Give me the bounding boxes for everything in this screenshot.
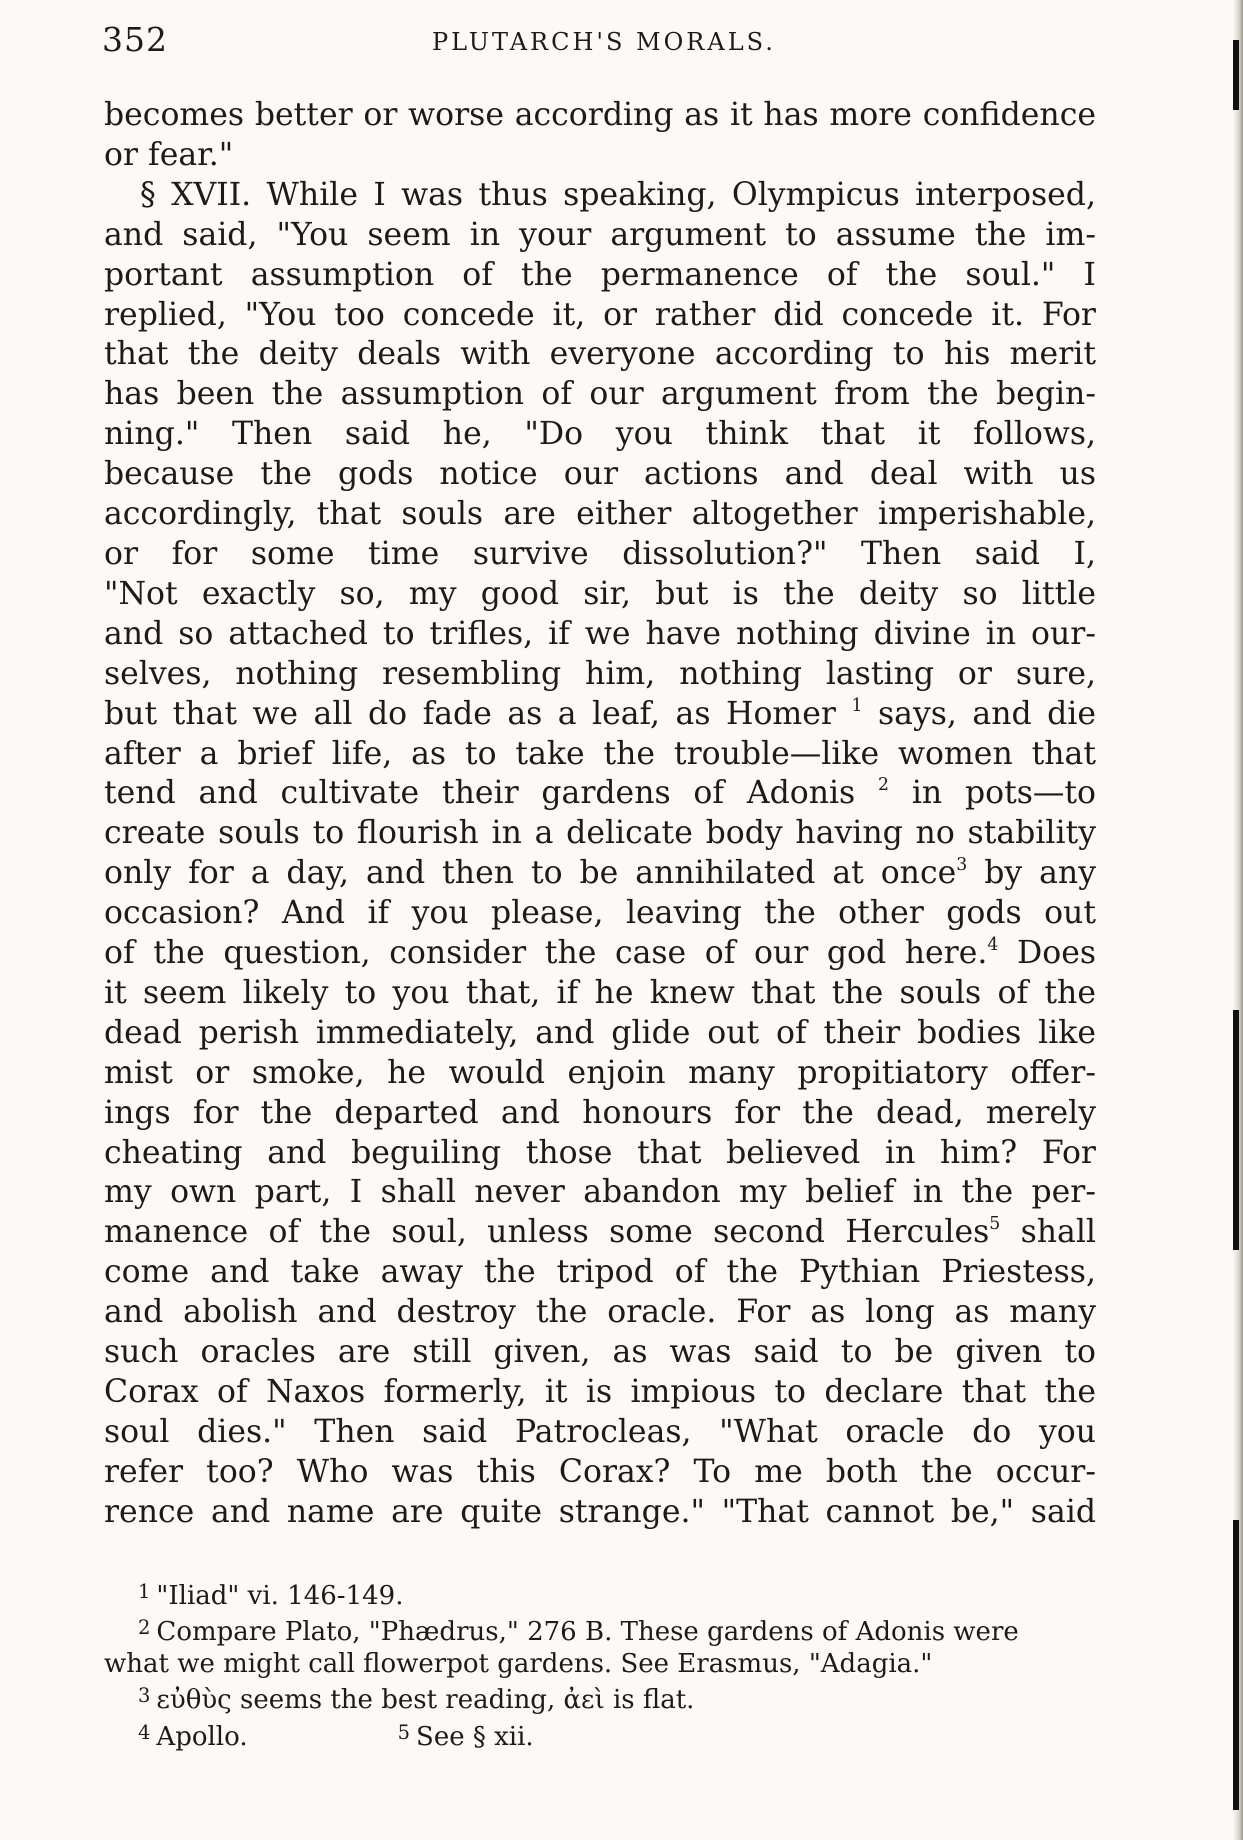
text-line: it seem likely to you that, if he knew that the souls of the (104, 974, 1096, 1011)
text-line: ning." Then said he, "Do you think that it follows, (104, 416, 1096, 453)
binding-shadow-mark (1233, 1010, 1239, 1250)
footnote-ref-5[interactable]: 5 (989, 1214, 1001, 1235)
text-line: occasion? And if you please, leaving the other gods out (104, 895, 1096, 932)
text-line: "Not exactly so, my good sir, but is the deity so little (104, 575, 1096, 612)
text-line: refer too? Who was this Corax? To me both the occur- (104, 1453, 1096, 1490)
footnote-4-5: $^4$ Apollo. $^5$ See § xii. (138, 1720, 534, 1752)
text-line: manence of the soul, unless some second Hercules$^5$ shall (104, 1214, 1096, 1251)
text-line: cheating and beguiling those that believed in him? For (104, 1134, 1096, 1171)
footnote-3: $^3$ εὐθὺς seems the best reading, ἀεὶ is flat. (138, 1684, 695, 1716)
body-text (104, 96, 1096, 1533)
text-line: dead perish immediately, and glide out of their bodies like (104, 1014, 1096, 1051)
footnote-ref-2[interactable]: 2 (878, 775, 890, 796)
footnotes (104, 1576, 1096, 1753)
text-line: selves, nothing resembling him, nothing lasting or sure, (104, 655, 1096, 692)
footnote-1: $^1$ "Iliad" vi. 146-149. (138, 1580, 404, 1611)
text-line: mist or smoke, he would enjoin many propitiatory offer- (104, 1054, 1096, 1091)
text-line: ings for the departed and honours for the dead, merely (104, 1094, 1096, 1131)
running-title: PLUTARCH'S MORALS. (432, 28, 776, 56)
footnote-ref-4[interactable]: 4 (987, 935, 999, 956)
text-line: and said, "You seem in your argument to assume the im- (104, 216, 1096, 253)
text-line: and so attached to trifles, if we have nothing divine in our- (104, 615, 1096, 652)
footnote-2-continuation: what we might call flowerpot gardens. See Erasmus, "Adagia." (104, 1648, 933, 1679)
text-line: and abolish and destroy the oracle. For as long as many (104, 1294, 1096, 1331)
text-line: tend and cultivate their gardens of Adonis $^2$ in pots—to (104, 775, 1097, 812)
text-line: replied, "You too concede it, or rather did concede it. For (104, 296, 1096, 333)
section-heading-line: § XVII. While I was thus speaking, Olympicus interposed, (140, 176, 1096, 213)
running-head (102, 20, 1098, 70)
text-line: only for a day, and then to be annihilated at once$^3$ by any (104, 855, 1096, 892)
text-line: has been the assumption of our argument from the begin- (104, 376, 1096, 413)
text-line: that the deity deals with everyone according to his merit (104, 336, 1096, 373)
text-line: of the question, consider the case of our god here.$^4$ Does (104, 935, 1097, 972)
text-line: portant assumption of the permanence of the soul." I (104, 256, 1096, 293)
text-line: because the gods notice our actions and deal with us (104, 456, 1096, 493)
text-line: or for some time survive dissolution?" Then said I, (104, 535, 1096, 572)
text-line: accordingly, that souls are either altogether imperishable, (104, 496, 1096, 533)
binding-shadow-mark (1233, 1520, 1239, 1810)
text-line: after a brief life, as to take the trouble—like women that (104, 735, 1096, 772)
text-line: create souls to flourish in a delicate body having no stability (104, 815, 1096, 852)
binding-shadow-mark (1233, 40, 1239, 110)
footnote-ref-1[interactable]: 1 (851, 695, 863, 716)
text-line: soul dies." Then said Patrocleas, "What oracle do you (104, 1413, 1096, 1450)
page-number: 352 (102, 20, 168, 59)
text-line: Corax of Naxos formerly, it is impious to declare that the (104, 1374, 1096, 1410)
footnote-2: $^2$ Compare Plato, "Phædrus," 276 B. These gardens of Adonis were (138, 1616, 1019, 1648)
footnote-ref-3[interactable]: 3 (956, 855, 968, 876)
text-line: come and take away the tripod of the Pythian Priestess, (104, 1254, 1096, 1291)
text-line: my own part, I shall never abandon my belief in the per- (104, 1174, 1096, 1211)
text-line: such oracles are still given, as was said to be given to (104, 1334, 1096, 1371)
text-line: or fear." (104, 136, 234, 173)
text-line: but that we all do fade as a leaf, as Homer $^1$ says, and die (104, 695, 1097, 732)
text-line: becomes better or worse according as it has more confidence (104, 97, 1096, 133)
text-line: rence and name are quite strange." "That cannot be," said (104, 1493, 1096, 1530)
